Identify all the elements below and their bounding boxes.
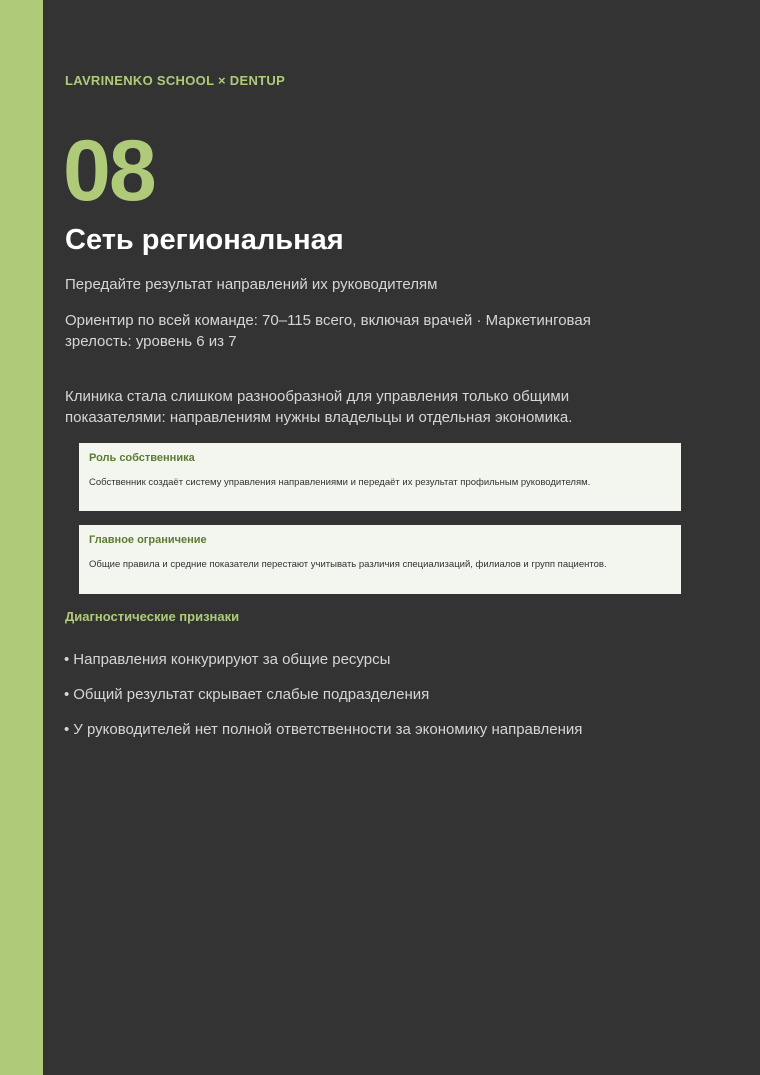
list-item: [64, 720, 582, 755]
section-number: 08: [63, 123, 155, 219]
bullet-icon: •: [64, 686, 70, 703]
diagnostic-signs-list: [64, 650, 582, 755]
page-subtitle: Передайте результат направлений их руководителям: [65, 276, 438, 293]
list-item: [64, 685, 582, 720]
bullet-icon: •: [64, 721, 70, 738]
benchmark-text: Ориентир по всей команде: 70–115 всего, включая врачей · Маркетинговая зрелость: уровень 6 из 7: [65, 312, 591, 350]
brand-header: LAVRINENKO SCHOOL × DENTUP: [65, 73, 286, 88]
card-text: Общие правила и средние показатели перестают учитывать различия специализаций, филиалов и групп пациентов.: [89, 559, 607, 570]
main-constraint-card: [79, 525, 681, 594]
accent-side-bar: [0, 0, 43, 1075]
bullet-icon: •: [64, 651, 70, 668]
intro-paragraph: Клиника стала слишком разнообразной для управления только общими показателями: направлениям нужны владельцы и отдельная экономика.: [65, 388, 573, 426]
card-text: Собственник создаёт систему управления направлениями и передаёт их результат профильным руководителям.: [89, 477, 591, 488]
card-title: Главное ограничение: [89, 534, 207, 546]
card-title: Роль собственника: [89, 452, 195, 464]
diagnostic-signs-heading: Диагностические признаки: [65, 609, 240, 624]
page-title: Сеть региональная: [65, 224, 344, 256]
list-item-text: Направления конкурируют за общие ресурсы: [73, 651, 391, 668]
owner-role-card: [79, 443, 681, 511]
list-item: [64, 650, 582, 685]
list-item-text: Общий результат скрывает слабые подразделения: [73, 686, 430, 703]
list-item-text: У руководителей нет полной ответственности за экономику направления: [73, 721, 583, 738]
